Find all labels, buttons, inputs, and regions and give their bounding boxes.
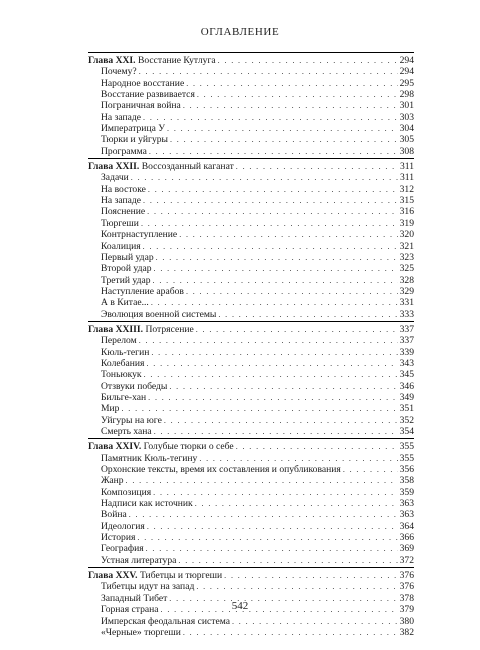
entry-title: Отзвуки победы [101, 380, 168, 392]
toc-entry[interactable] [88, 347, 414, 358]
entry-page-number: 355 [399, 452, 414, 464]
toc-chapter [88, 438, 414, 566]
entry-title: Второй удар [101, 263, 152, 275]
dot-leader [170, 134, 398, 145]
entry-page-number: 308 [399, 145, 414, 157]
chapter-label: Глава XXII. [88, 161, 140, 173]
toc-entry[interactable] [88, 241, 414, 252]
toc-entry[interactable] [88, 297, 414, 308]
entry-title: Контрнаступление [101, 229, 178, 241]
chapter-label: Глава XXI. [88, 55, 136, 66]
dot-leader [146, 358, 397, 369]
entry-page-number: 346 [399, 380, 414, 392]
entry-page-number: 382 [399, 626, 414, 638]
entry-title: Императрица У [101, 123, 166, 135]
dot-leader [151, 297, 398, 308]
chapter-label: Глава XXV. [88, 570, 138, 582]
entry-title: Эволюция военной системы [101, 308, 217, 320]
toc-entry[interactable] [88, 555, 414, 566]
dot-leader [153, 275, 398, 286]
toc-entry[interactable] [88, 172, 414, 183]
toc-entry[interactable] [88, 498, 414, 509]
chapter-title: Восстание Кутлуга [137, 55, 216, 66]
toc-entry[interactable] [88, 112, 414, 123]
entry-title: Смерть хана [101, 426, 152, 437]
toc-entry[interactable] [88, 403, 414, 414]
dot-leader [139, 335, 398, 346]
entry-title: «Черные» тюргеши [101, 626, 181, 638]
chapter-heading-text [88, 55, 218, 66]
dot-leader [232, 616, 398, 627]
toc-entry[interactable] [88, 184, 414, 195]
entry-page-number: 321 [399, 240, 414, 252]
toc-entry[interactable] [88, 100, 414, 111]
entry-title: Наступление арабов [101, 285, 184, 297]
toc-entry[interactable] [88, 286, 414, 297]
dot-leader [147, 521, 398, 532]
chapter-label: Глава XXIII. [88, 323, 144, 335]
entry-title: Восстание развивается [101, 89, 195, 101]
entry-page-number: 366 [399, 532, 414, 544]
dot-leader [199, 453, 397, 464]
entry-page-number: 378 [399, 592, 414, 604]
entry-title: Тоньюкук [101, 369, 142, 381]
entry-page-number: 376 [399, 581, 414, 593]
running-head: ОГЛАВЛЕНИЕ [200, 26, 280, 38]
entry-title: Первый удар [101, 251, 154, 263]
entry-page-number: 312 [399, 183, 414, 195]
toc-entry[interactable] [88, 89, 414, 100]
toc-entry[interactable] [88, 195, 414, 206]
entry-title: Война [101, 509, 127, 521]
toc-chapter [88, 158, 414, 320]
entry-title: Композиция [101, 486, 152, 498]
toc-entry[interactable] [88, 581, 414, 592]
entry-page-number: 303 [399, 111, 414, 123]
entry-title: Кюль-тегин [101, 346, 150, 358]
toc-entry[interactable] [88, 521, 414, 532]
entry-page-number: 304 [399, 123, 414, 135]
entry-title: Пояснение [101, 206, 146, 218]
dot-leader [121, 403, 397, 414]
dot-leader [236, 441, 398, 452]
dot-leader [148, 184, 398, 195]
entry-page-number: 295 [399, 77, 414, 89]
entry-page-number: 369 [399, 543, 414, 555]
dot-leader [146, 543, 398, 554]
dot-leader [137, 532, 397, 543]
chapter-heading-text [88, 324, 196, 335]
toc-entry[interactable] [88, 475, 414, 486]
entry-page-number: 316 [399, 206, 414, 218]
dot-leader [156, 252, 398, 263]
toc-entry[interactable] [88, 66, 414, 77]
toc-entry[interactable] [88, 134, 414, 145]
dot-leader [164, 415, 398, 426]
dot-leader [169, 381, 397, 392]
dot-leader [178, 555, 397, 566]
entry-title: Программа [101, 145, 147, 157]
toc-chapter-heading[interactable] [88, 441, 414, 452]
dot-leader [218, 55, 398, 66]
entry-title: На западе [101, 111, 142, 123]
dot-leader [196, 324, 398, 335]
toc-entry[interactable] [88, 263, 414, 274]
dot-leader [186, 286, 398, 297]
dot-leader [143, 241, 398, 252]
entry-page-number: 305 [399, 134, 414, 146]
entry-page-number: 294 [399, 66, 414, 78]
entry-title: Уйгуры на юге [101, 414, 162, 426]
toc-entry[interactable] [88, 206, 414, 217]
entry-title: Тюрки и уйгуры [101, 134, 168, 146]
entry-page-number: 337 [399, 335, 414, 347]
entry-page-number: 339 [399, 346, 414, 358]
dot-leader [144, 369, 398, 380]
chapter-page-number: 294 [399, 55, 414, 66]
toc-entry[interactable] [88, 123, 414, 134]
entry-title: На западе [101, 195, 142, 207]
entry-title: Третий удар [101, 274, 151, 286]
entry-page-number: 364 [399, 520, 414, 532]
toc-entry[interactable] [88, 252, 414, 263]
dot-leader [179, 229, 397, 240]
dot-leader [343, 464, 398, 475]
entry-title: Народное восстание [101, 77, 185, 89]
toc-entry[interactable] [88, 532, 414, 543]
dot-leader [167, 123, 398, 134]
dot-leader [195, 498, 398, 509]
entry-title: Пограничная война [101, 100, 181, 112]
chapter-title: Воссозданный каганат [141, 161, 234, 173]
entry-title: Почему? [101, 66, 137, 78]
entry-title: Перелом [101, 335, 137, 347]
toc-entry[interactable] [88, 369, 414, 380]
entry-title: Устная литература [101, 554, 177, 566]
dot-leader [143, 195, 398, 206]
dot-leader [224, 570, 397, 581]
chapter-page-number: 355 [399, 441, 414, 453]
entry-page-number: 343 [399, 357, 414, 369]
dot-leader [126, 475, 398, 486]
toc-entry[interactable] [88, 415, 414, 426]
toc-chapter [88, 52, 414, 157]
entry-page-number: 372 [399, 554, 414, 566]
entry-title: Колебания [101, 357, 145, 369]
entry-page-number: 351 [399, 403, 414, 415]
entry-page-number: 319 [399, 217, 414, 229]
entry-title: Памятник Кюль-тегину [101, 452, 198, 464]
toc-entry[interactable] [88, 381, 414, 392]
entry-page-number: 379 [399, 604, 414, 616]
entry-page-number: 354 [399, 426, 414, 437]
toc-entry[interactable] [88, 358, 414, 369]
dot-leader [186, 78, 397, 89]
entry-title: География [101, 543, 144, 555]
entry-page-number: 358 [399, 475, 414, 487]
entry-page-number: 320 [399, 229, 414, 241]
dot-leader [218, 309, 397, 320]
entry-page-number: 345 [399, 369, 414, 381]
entry-page-number: 315 [399, 195, 414, 207]
chapter-title: Тибетцы и тюргеши [139, 570, 223, 582]
toc-chapter-heading[interactable] [88, 55, 414, 66]
dot-leader [141, 218, 398, 229]
toc-entry[interactable] [88, 218, 414, 229]
toc-entry[interactable] [88, 78, 414, 89]
toc-chapter [88, 321, 414, 437]
chapter-title: Потрясение [145, 323, 194, 335]
toc-entry[interactable] [88, 335, 414, 346]
entry-title: Идеология [101, 520, 145, 532]
chapter-label: Глава XXIV. [88, 441, 142, 453]
dot-leader [197, 89, 398, 100]
dot-leader [154, 263, 398, 274]
entry-page-number: 311 [399, 172, 414, 184]
entry-page-number: 352 [399, 414, 414, 426]
toc-entry[interactable] [88, 392, 414, 403]
dot-leader [183, 100, 398, 111]
dot-leader [151, 347, 397, 358]
toc-entry[interactable] [88, 509, 414, 520]
page-number: 542 [231, 600, 249, 612]
entry-page-number: 363 [399, 498, 414, 510]
entry-page-number: 349 [399, 391, 414, 403]
toc-entry[interactable] [88, 464, 414, 475]
dot-leader [154, 426, 398, 437]
entry-title: Имперская феодальная система [101, 615, 230, 627]
entry-title: На востоке [101, 183, 146, 195]
entry-title: Бильге-хан [101, 391, 147, 403]
toc-chapter-heading[interactable] [88, 161, 414, 172]
toc-entry[interactable] [88, 543, 414, 554]
entry-title: Орхонские тексты, время их составления и опубликования [101, 464, 341, 476]
dot-leader [183, 627, 398, 638]
entry-page-number: 329 [399, 285, 414, 297]
entry-page-number: 363 [399, 509, 414, 521]
entry-page-number: 359 [399, 486, 414, 498]
toc-entry[interactable] [88, 309, 414, 320]
toc-chapter-heading[interactable] [88, 324, 414, 335]
entry-page-number: 325 [399, 263, 414, 275]
entry-title: Тибетцы идут на запад [101, 581, 195, 593]
dot-leader [196, 581, 397, 592]
entry-title: Западный Тибет [101, 592, 168, 604]
entry-title: Надписи как источник [101, 498, 193, 510]
chapter-page-number: 311 [399, 161, 414, 173]
chapter-heading-text [88, 161, 236, 172]
dot-leader [148, 392, 397, 403]
entry-page-number: 301 [399, 100, 414, 112]
dot-leader [129, 509, 398, 520]
entry-title: А в Китае... [101, 297, 149, 309]
toc-entry[interactable] [88, 627, 414, 638]
entry-page-number: 356 [399, 464, 414, 476]
toc-entry[interactable] [88, 616, 414, 627]
toc-entry[interactable] [88, 146, 414, 157]
entry-title: Горная страна [101, 604, 159, 616]
chapter-heading-text [88, 570, 224, 581]
entry-page-number: 333 [399, 308, 414, 320]
dot-leader [131, 172, 398, 183]
table-of-contents [88, 52, 414, 639]
toc-entry[interactable] [88, 275, 414, 286]
entry-title: Тюргеши [101, 217, 139, 229]
toc-entry[interactable] [88, 487, 414, 498]
entry-page-number: 331 [399, 297, 414, 309]
entry-title: Мир [101, 403, 120, 415]
chapter-page-number: 376 [399, 570, 414, 582]
entry-page-number: 328 [399, 274, 414, 286]
entry-page-number: 323 [399, 251, 414, 263]
dot-leader [153, 487, 397, 498]
chapter-heading-text [88, 441, 236, 452]
toc-chapter-heading[interactable] [88, 570, 414, 581]
dot-leader [143, 112, 398, 123]
entry-title: История [101, 532, 136, 544]
toc-entry[interactable] [88, 229, 414, 240]
chapter-title: Голубые тюрки о себе [143, 441, 234, 453]
entry-title: Жанр [101, 475, 124, 487]
toc-entry[interactable] [88, 453, 414, 464]
chapter-page-number: 337 [399, 323, 414, 335]
dot-leader [236, 161, 398, 172]
entry-page-number: 380 [399, 615, 414, 627]
entry-page-number: 298 [399, 89, 414, 101]
entry-title: Задачи [101, 172, 129, 184]
toc-entry[interactable] [88, 426, 414, 437]
entry-title: Коалиция [101, 240, 141, 252]
dot-leader [149, 146, 398, 157]
dot-leader [139, 66, 398, 77]
dot-leader [147, 206, 397, 217]
